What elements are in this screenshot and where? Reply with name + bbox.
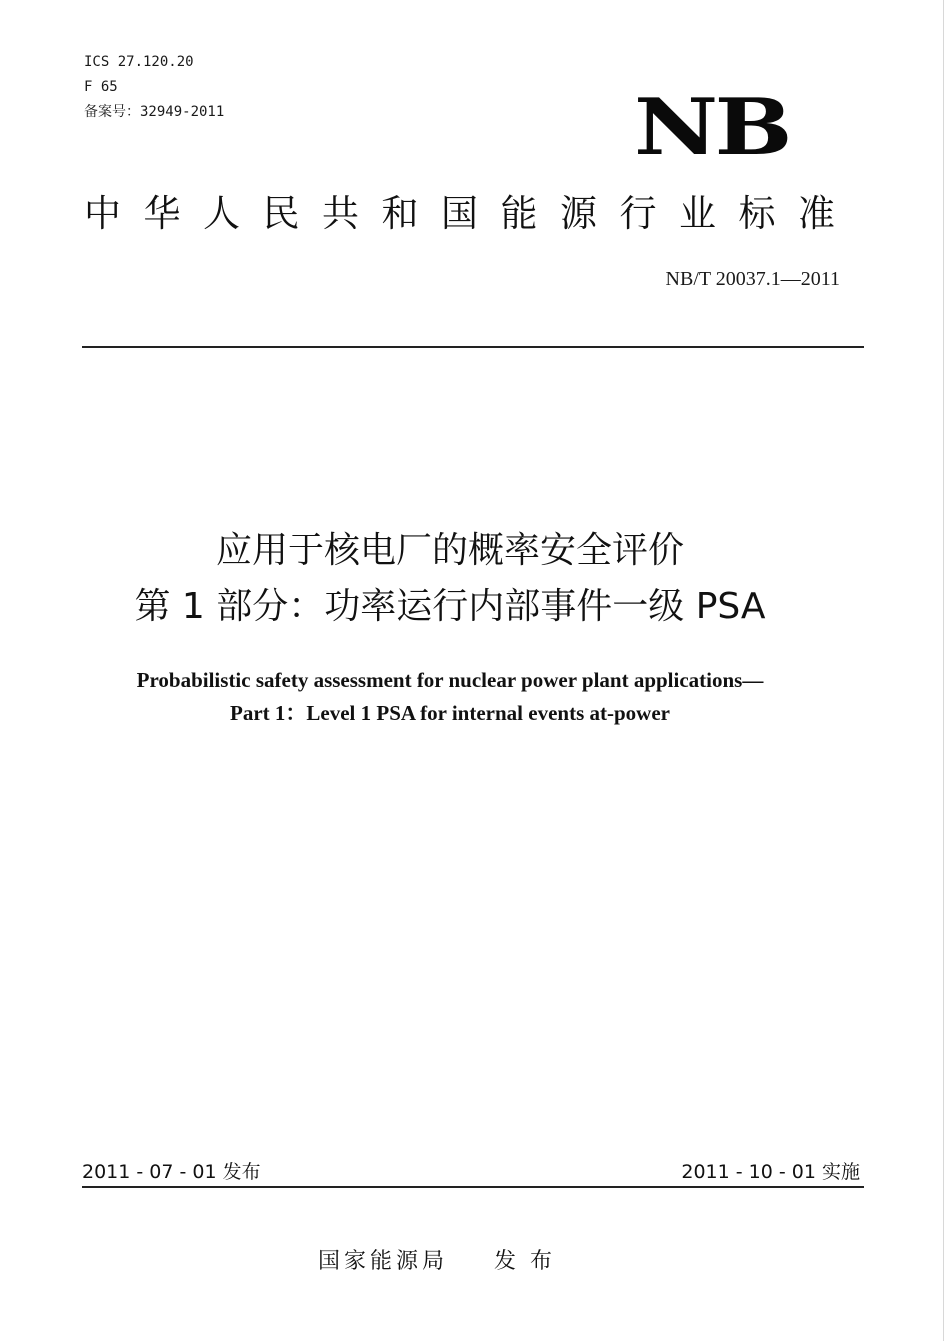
chinese-title-line-1: 应用于核电厂的概率安全评价: [215, 530, 684, 571]
scan-edge: [943, 0, 944, 1341]
english-title-line-2: Part 1：Level 1 PSA for internal events at-power: [230, 701, 670, 725]
filing-number: 备案号：32949-2011: [84, 104, 225, 120]
classification-code: F 65: [84, 79, 118, 95]
bottom-divider: [82, 1186, 864, 1188]
issuing-authority: 国家能源局: [318, 1249, 449, 1274]
org-title: 中华人民共和国能源行业标准: [84, 192, 858, 235]
nb-logo: NB: [634, 82, 789, 173]
publisher-line: [318, 1246, 566, 1278]
chinese-title-line-2: 第 1 部分：功率运行内部事件一级 PSA: [134, 586, 766, 627]
ics-code: ICS 27.120.20: [84, 54, 194, 70]
publish-label: 发布: [494, 1249, 567, 1274]
top-divider: [82, 346, 864, 348]
classification-block: [84, 50, 224, 125]
issue-date: 2011 - 07 - 01 发布: [82, 1161, 261, 1183]
english-title-line-1: Probabilistic safety assessment for nuclear power plant applications—: [136, 668, 764, 692]
implementation-date: 2011 - 10 - 01 实施: [681, 1161, 860, 1183]
standard-number: NB/T 20037.1—2011: [665, 268, 840, 290]
